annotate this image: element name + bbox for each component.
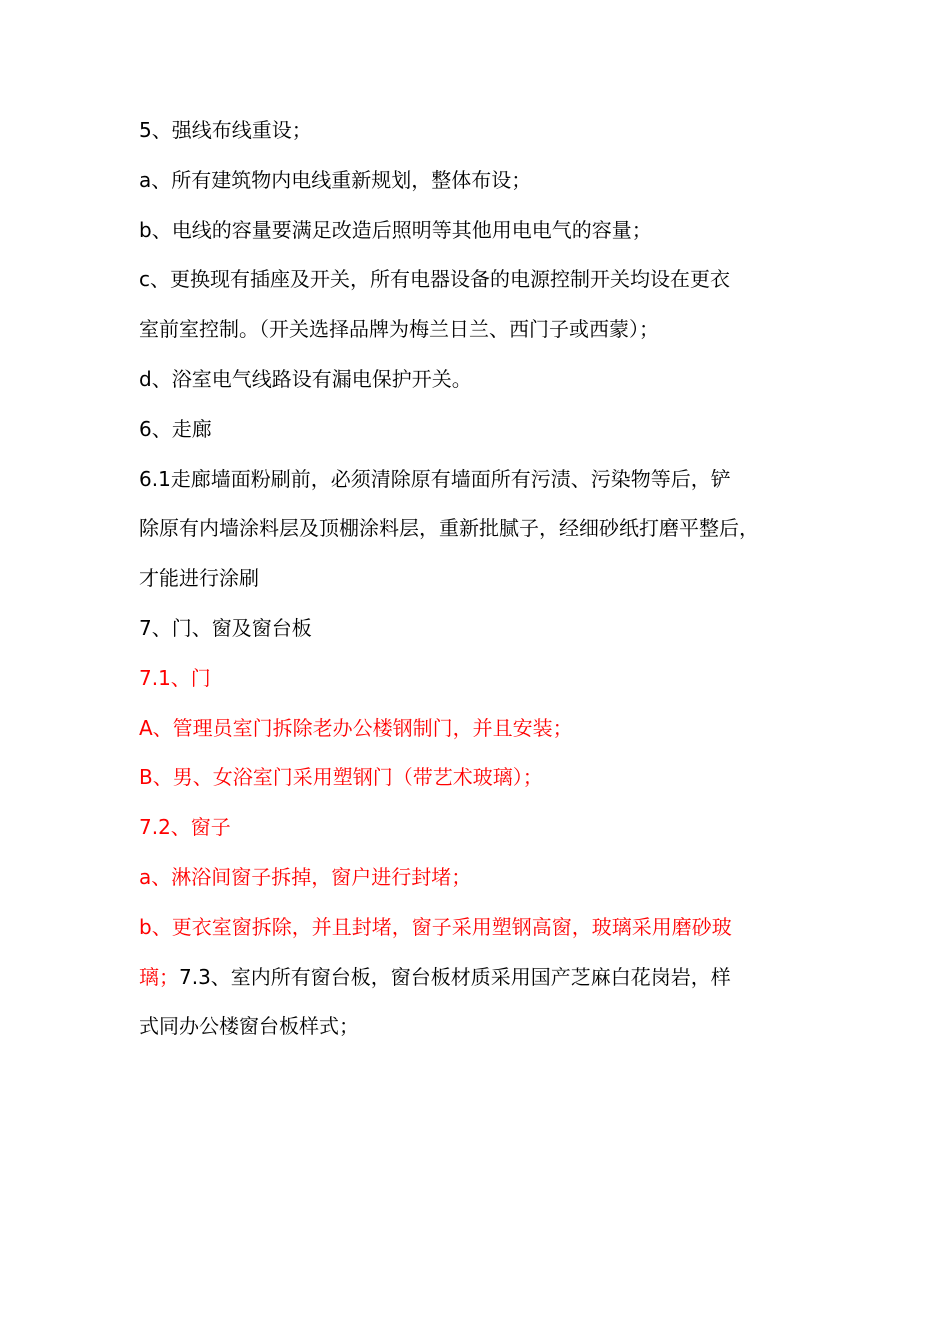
paragraph-line: a、所有建筑物内电线重新规划，整体布设； <box>139 167 532 192</box>
paragraph-line: c、更换现有插座及开关，所有电器设备的电源控制开关均设在更衣 <box>139 267 730 292</box>
paragraph-line: A、管理员室门拆除老办公楼钢制门，并且安装； <box>139 715 573 740</box>
paragraph-line: a、淋浴间窗子拆掉，窗户进行封堵； <box>139 864 472 889</box>
paragraph-line: 6.1走廊墙面粉刷前，必须清除原有墙面所有污渍、污染物等后，铲 <box>139 466 731 491</box>
section-heading: 6、走廊 <box>139 416 212 441</box>
paragraph-line: 除原有内墙涂料层及顶棚涂料层，重新批腻子，经细砂纸打磨平整后， <box>139 516 759 541</box>
paragraph-line <box>139 959 811 1009</box>
paragraph-line: 5、强线布线重设； <box>139 118 312 142</box>
document-body <box>139 112 811 1058</box>
paragraph-line: b、电线的容量要满足改造后照明等其他用电电气的容量； <box>139 217 652 242</box>
paragraph-line: B、男、女浴室门采用塑钢门（带艺术玻璃）； <box>139 765 543 790</box>
paragraph-line: b、更衣室窗拆除，并且封堵，窗子采用塑钢高窗，玻璃采用磨砂玻 <box>139 914 732 939</box>
paragraph-line: 室前室控制。（开关选择品牌为梅兰日兰、西门子或西蒙）； <box>139 317 659 342</box>
plain-text: 7.3、室内所有窗台板，窗台板材质采用国产芝麻白花岗岩，样 <box>179 964 731 989</box>
subsection-heading: 7.2、窗子 <box>139 815 231 840</box>
paragraph-line: 才能进行涂刷 <box>139 566 259 591</box>
paragraph-line: 式同办公楼窗台板样式； <box>139 1014 359 1039</box>
section-heading: 7、门、窗及窗台板 <box>139 615 312 640</box>
paragraph-line: d、浴室电气线路设有漏电保护开关。 <box>139 366 472 391</box>
highlighted-text: 璃； <box>139 964 179 989</box>
subsection-heading: 7.1、门 <box>139 665 211 690</box>
